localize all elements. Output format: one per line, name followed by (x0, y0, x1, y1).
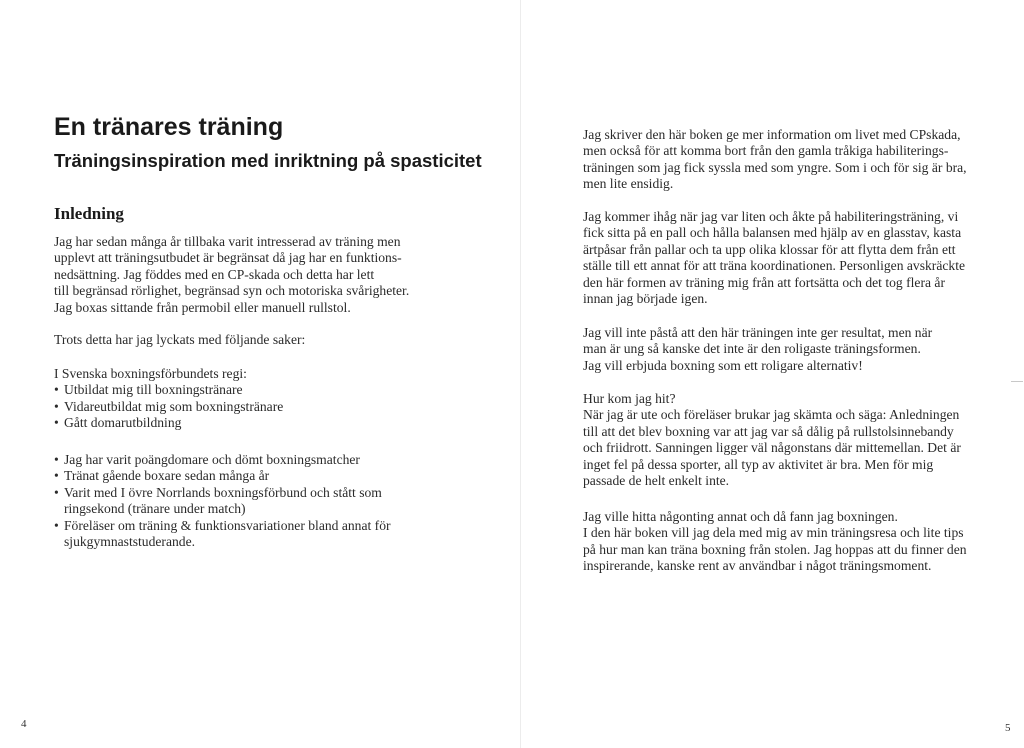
text-line: ställe till ett annat för att träna koordinationen. Personligen avskräckte (583, 258, 966, 274)
federation-intro: I Svenska boxningsförbundets regi: (54, 366, 247, 381)
chapter-title: En tränares träning (54, 113, 284, 141)
text-line: Trots detta har jag lyckats med följande saker: (54, 332, 306, 347)
text-line: innan jag började igen. (583, 291, 708, 307)
paragraph-2 (583, 209, 965, 307)
text-line: men lite ensidig. (583, 176, 674, 192)
list-item: • Gått domarutbildning (54, 415, 283, 431)
text-line: Hur kom jag hit? (583, 391, 676, 406)
list-item-continuation: ringsekond (tränare under match) (64, 501, 246, 517)
list-item: • Varit med I övre Norrlands boxningsförbund och stått som (54, 485, 391, 501)
text-line: till begränsad rörlighet, begränsad syn och motoriska svårigheter. (54, 283, 410, 299)
text-line: nedsättning. Jag föddes med en CP-skada och detta har lett (54, 266, 375, 282)
text-line: Jag kommer ihåg när jag var liten och åkte på habiliteringsträning, vi (583, 209, 959, 224)
text-line: men också för att komma bort från den gamla tråkiga habiliterings- (583, 143, 949, 159)
text-line: träningen som jag fick syssla med som yngre. Som i och för sig är bra, (583, 159, 967, 175)
federation-block (54, 366, 283, 432)
list-item: • Tränat gående boxare sedan många år (54, 468, 391, 484)
text-line: Jag skriver den här boken ge mer information om livet med CPskada, (583, 127, 961, 142)
text-line: den här formen av träning mig från att fortsätta och det tog flera år (583, 274, 945, 290)
paragraph-1 (583, 127, 967, 193)
text-line: ärtpåsar från pallar och ta upp olika klossar för att flytta dem från ett (583, 241, 956, 257)
list-item: • Jag har varit poängdomare och dömt boxningsmatcher (54, 452, 391, 468)
text-line: på hur man kan träna boxning från stolen. Jag hoppas att du finner den (583, 541, 967, 557)
achievements-intro (54, 332, 305, 348)
paragraph-3 (583, 325, 932, 374)
text-line: upplevt att träningsutbudet är begränsat då jag har en funktions- (54, 250, 402, 266)
text-line: till att det blev boxning var att jag var så dålig på rullstolsinnebandy (583, 423, 954, 439)
text-line: Jag boxas sittande från permobil eller manuell rullstol. (54, 299, 351, 315)
text-line: inspirerande, kanske rent av användbar i något träningsmoment. (583, 558, 932, 574)
experience-list (54, 452, 391, 550)
text-line: passade de helt enkelt inte. (583, 473, 730, 489)
right-page (521, 0, 1024, 748)
text-line: inget fel på dessa sporter, all typ av aktivitet är bra. Men för mig (583, 456, 934, 472)
text-line: Jag ville hitta någonting annat och då fann jag boxningen. (583, 509, 898, 524)
text-line: Jag vill erbjuda boxning som ett roligare alternativ! (583, 357, 863, 373)
section-heading: Inledning (54, 204, 124, 223)
text-line: man är ung så kanske det inte är den roligaste träningsformen. (583, 341, 921, 357)
paragraph-4 (583, 391, 961, 489)
text-line: Jag vill inte påstå att den här träningen inte ger resultat, men när (583, 325, 933, 340)
page-number-right: 5 (1005, 722, 1011, 734)
list-item: • Vidareutbildat mig som boxningstränare (54, 399, 283, 415)
edge-mark (1011, 381, 1023, 382)
list-item-continuation: sjukgymnaststuderande. (64, 534, 196, 550)
text-line: fick sitta på en pall och hålla balansen med hjälp av en glasstav, kasta (583, 225, 962, 241)
page-number-left: 4 (21, 718, 27, 730)
text-line: och friidrott. Sanningen ligger väl någonstans där mittemellan. Det är (583, 440, 961, 456)
chapter-subtitle: Träningsinspiration med inriktning på spasticitet (54, 150, 482, 171)
list-item: • Utbildat mig till boxningstränare (54, 382, 283, 398)
text-line: Jag har sedan många år tillbaka varit intresserad av träning men (54, 234, 401, 249)
paragraph-5 (583, 509, 967, 575)
text-line: I den här boken vill jag dela med mig av min träningsresa och lite tips (583, 525, 964, 541)
text-line: När jag är ute och föreläser brukar jag skämta och säga: Anledningen (583, 407, 960, 423)
intro-paragraph (54, 234, 409, 316)
list-item: • Föreläser om träning & funktionsvariationer bland annat för (54, 518, 391, 534)
